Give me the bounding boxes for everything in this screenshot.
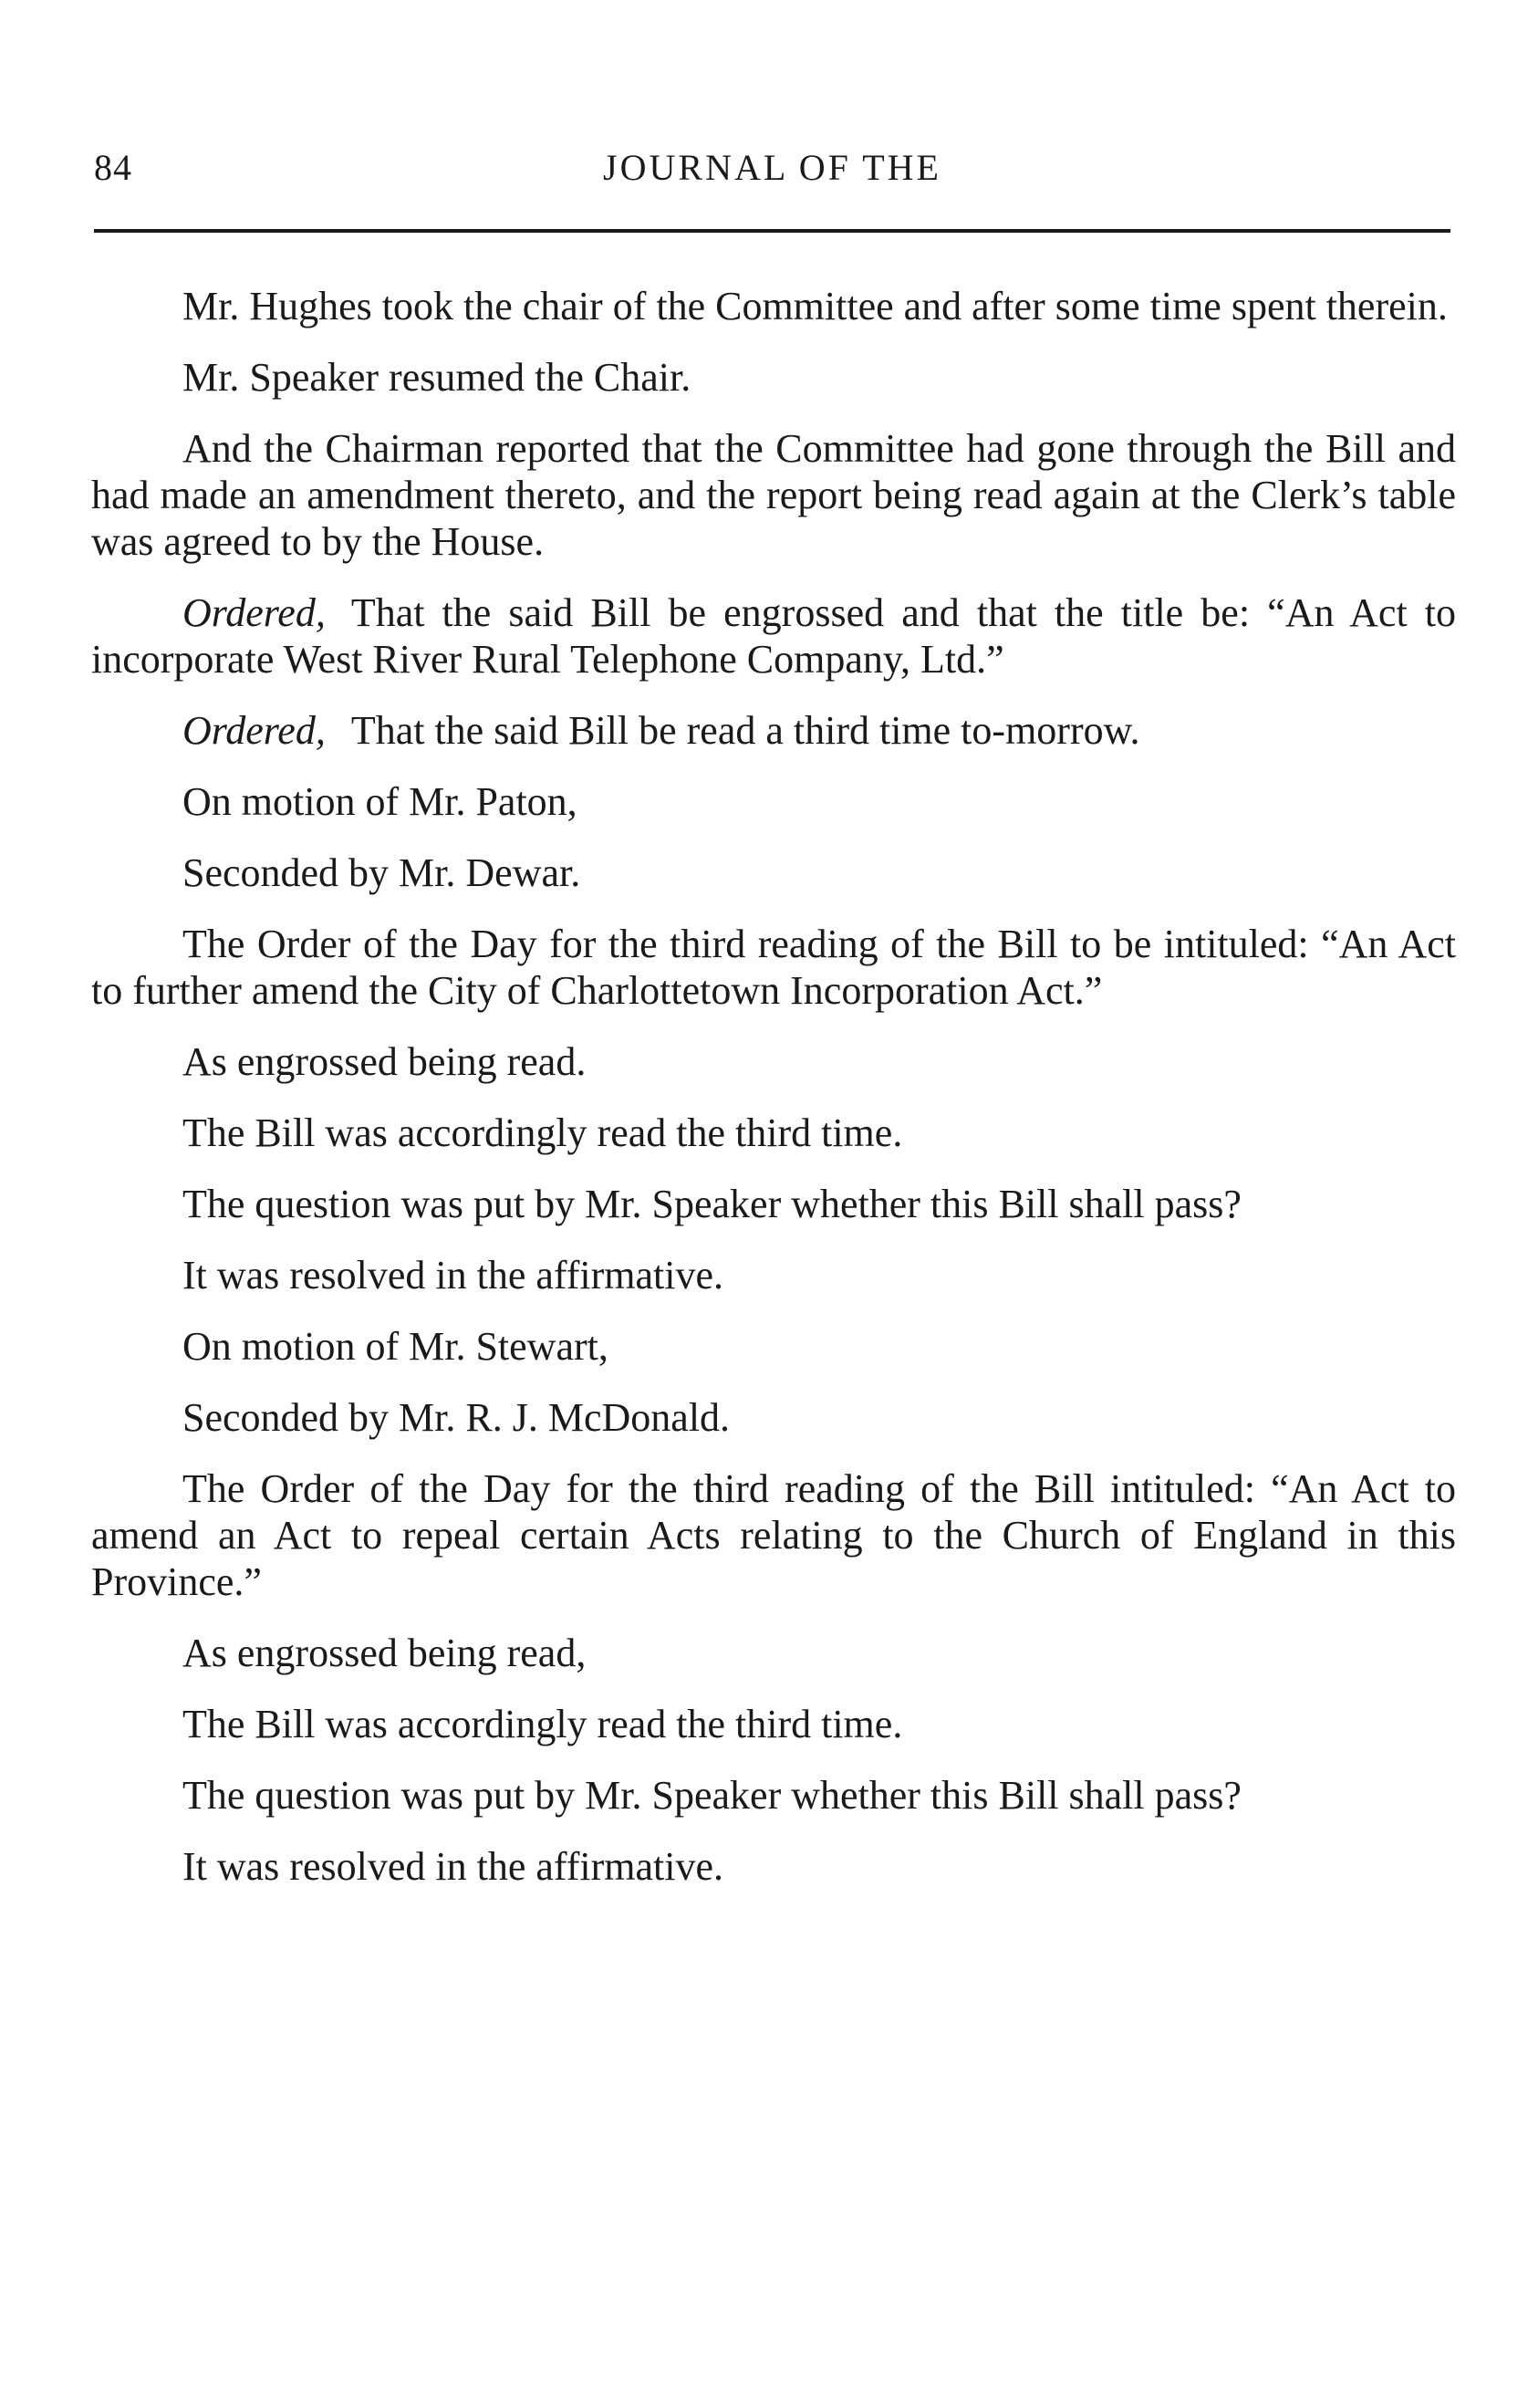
paragraph-text: The question was put by Mr. Speaker whether this Bill shall pass? [182,1182,1242,1226]
paragraph [91,1843,1456,1890]
header-rule [94,229,1450,233]
paragraph [91,850,1456,896]
paragraph-lead: Ordered, [182,590,326,635]
paragraph-text: The Bill was accordingly read the third time. [182,1110,903,1155]
paragraph [91,921,1456,1014]
paragraph [91,283,1456,329]
paragraph-text: Seconded by Mr. Dewar. [182,850,581,895]
paragraph-text: The Order of the Day for the third reading of the Bill to be intituled: “An Act to further amend the City of Charlottetown Incorporation Act.” [91,922,1456,1013]
paragraph-text: The Order of the Day for the third reading of the Bill intituled: “An Act to amend an Act to repeal certain Acts relating to the Church of England in this Province.” [91,1466,1456,1604]
page-number: 84 [94,147,132,188]
paragraph [91,1701,1456,1747]
paragraph [91,1772,1456,1819]
paragraph-lead: Ordered, [182,708,326,753]
paragraph [91,589,1456,683]
paragraph-text: And the Chairman reported that the Committee had gone through the Bill and had made an amendment thereto, and the report being read again at the Clerk’s table was agreed to by the House. [91,426,1456,564]
paragraph-text: Mr. Hughes took the chair of the Committee and after some time spent therein. [182,284,1448,328]
paragraph-text: The question was put by Mr. Speaker whether this Bill shall pass? [182,1773,1242,1818]
paragraph [91,1323,1456,1370]
paragraph [91,1038,1456,1085]
paragraph [91,1465,1456,1605]
paragraph-text: It was resolved in the affirmative. [182,1844,723,1889]
paragraph [91,1252,1456,1298]
running-title: JOURNAL OF THE [603,147,941,188]
paragraph [91,707,1456,754]
paragraph [91,1110,1456,1156]
paragraph-text: On motion of Mr. Stewart, [182,1324,608,1369]
paragraph [91,425,1456,565]
paragraph-text: Seconded by Mr. R. J. McDonald. [182,1395,731,1440]
paragraph [91,1394,1456,1441]
paragraph [91,1181,1456,1227]
paragraph-text: The Bill was accordingly read the third time. [182,1702,903,1746]
paragraph-text: It was resolved in the affirmative. [182,1253,723,1298]
paragraph-text: As engrossed being read. [182,1039,587,1084]
page-header [94,146,1450,201]
paragraph-text: On motion of Mr. Paton, [182,779,577,824]
paragraph-text: Mr. Speaker resumed the Chair. [182,355,691,400]
paragraph-text: As engrossed being read, [182,1631,587,1675]
paragraph [91,778,1456,825]
paragraph [91,1630,1456,1676]
paragraph [91,354,1456,401]
paragraph-text: That the said Bill be read a third time to-morrow. [350,708,1140,753]
journal-body [91,283,1456,1914]
paragraph-text: That the said Bill be engrossed and that the title be: “An Act to incorporate West River Rural Telephone Company, Ltd.” [91,590,1456,682]
